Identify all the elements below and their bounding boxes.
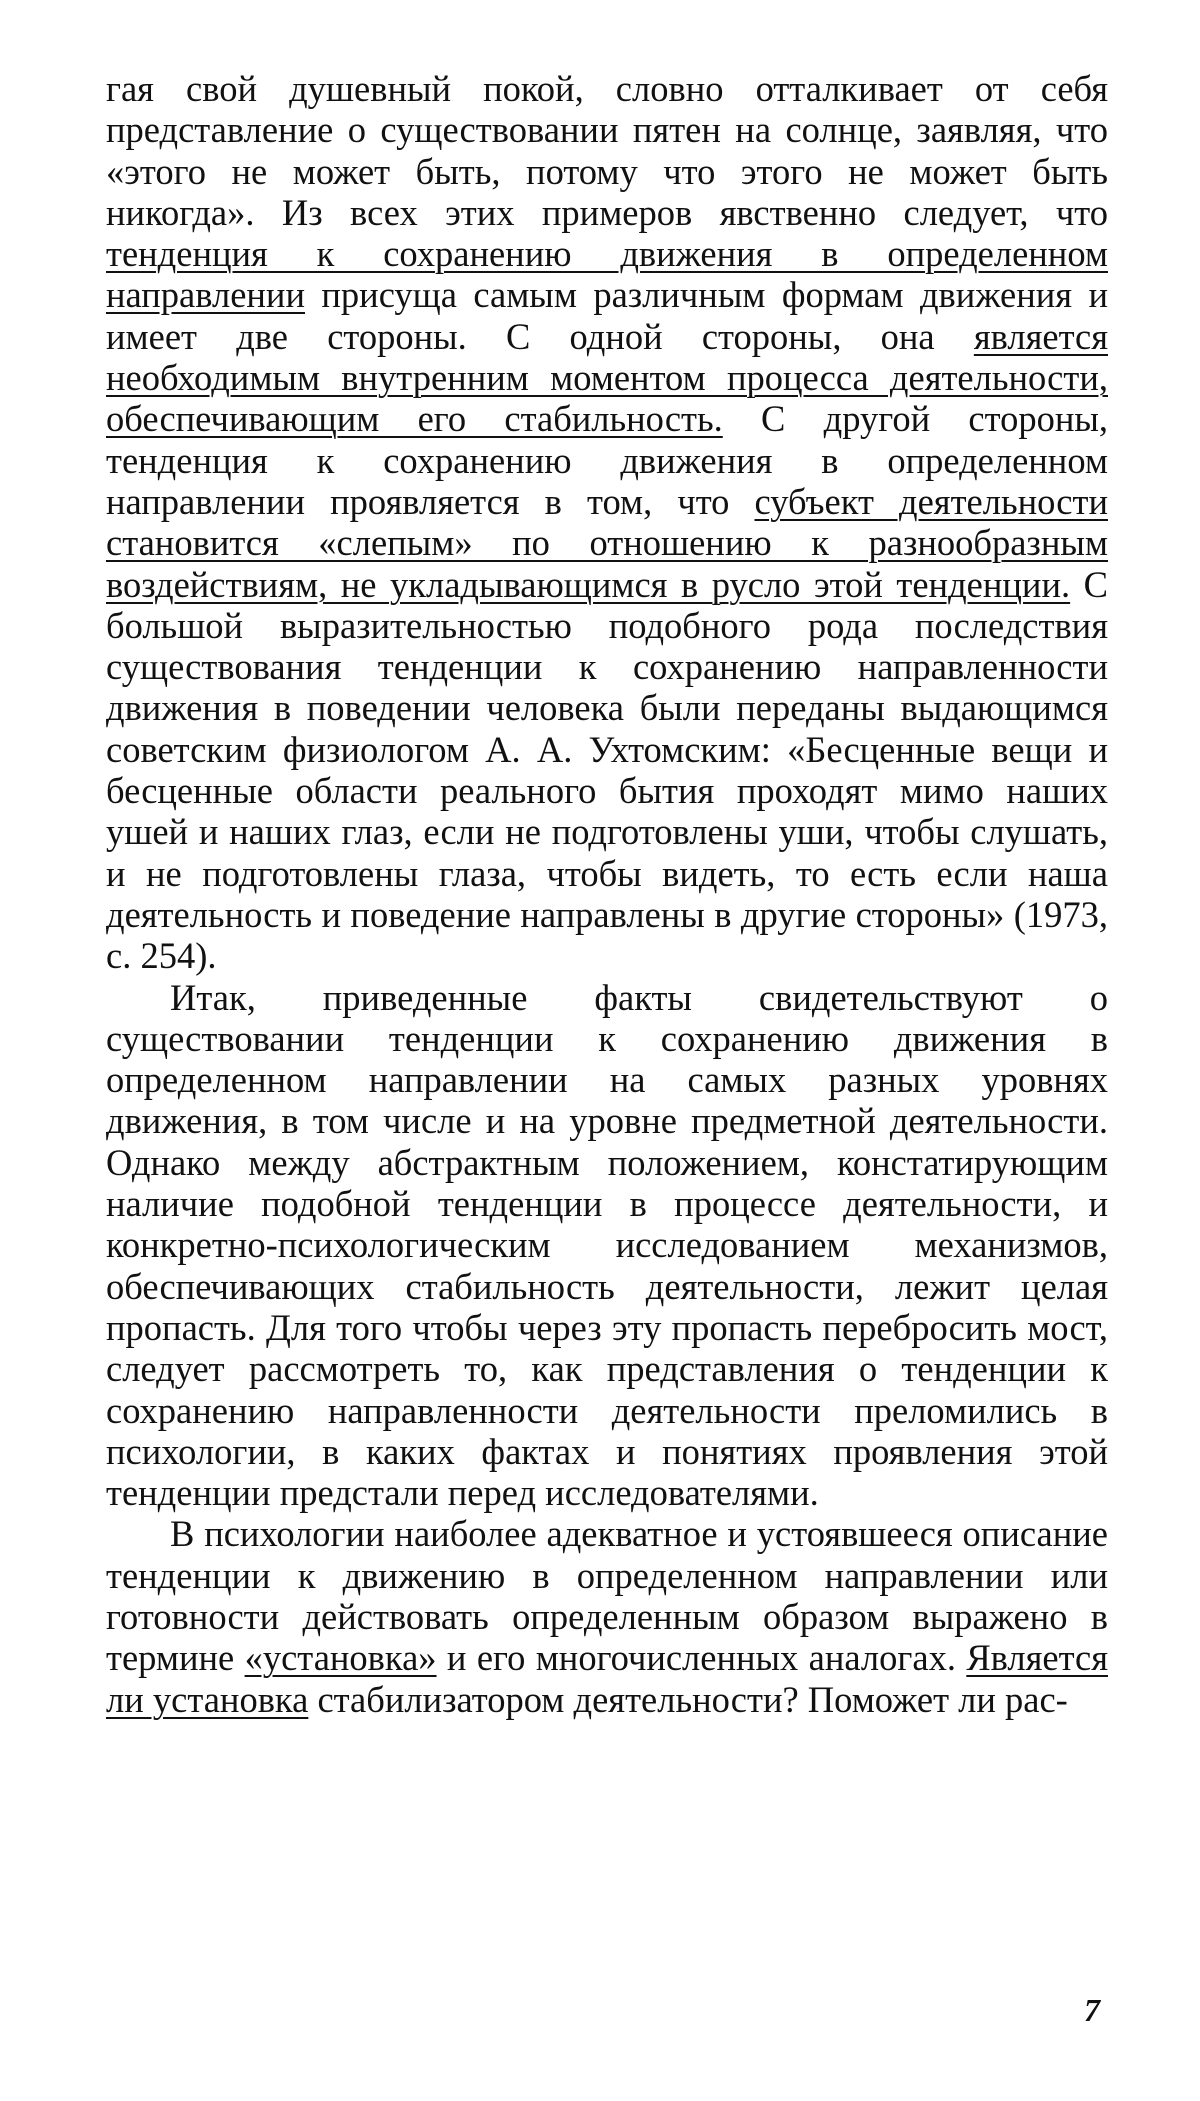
underlined-text: Является ли установка bbox=[106, 1637, 1109, 1720]
underlined-text: является необходимым внутренним моментом процесса деятельности, обеспечивающим его стабильность. bbox=[106, 315, 1108, 440]
text-segment: присуща самым различным формам движения и имеет две стороны. С одной стороны, она bbox=[106, 274, 1108, 357]
paragraph bbox=[106, 977, 1108, 1514]
text-segment: гая свой душевный покой, словно отталкивает от себя представление о существовании пятен на солнце, заявляя, что «этого не может быть, потому что этого не может быть никогда». Из всех этих примеров явственно следует, что bbox=[106, 68, 1108, 233]
paragraph bbox=[106, 68, 1108, 977]
text-segment: и его многочисленных аналогах. bbox=[436, 1637, 967, 1679]
text-segment: В психологии наиболее адекватное и устоявшееся описание тенденции к движению в определенном направлении или готовности действовать определенным образом выражено в термине bbox=[106, 1513, 1108, 1679]
text-segment: Итак, приведенные факты свидетельствуют о существовании тенденции к сохранению движения в определенном направлении на самых разных уровнях движения, в том числе и на уровне предметной деятельности. Однако между абстрактным положением, констатирующим наличие подобной тенденции в процессе деятельности, и конкретно-психологическим исследованием механизмов, обеспечивающих стабильность деятельности, лежит целая пропасть. Для того чтобы через эту пропасть перебросить мост, следует рассмотреть то, как представления о тенденции к сохранению направленности деятельности преломились в психологии, в каких фактах и понятиях проявления этой тенденции предстали перед исследователями. bbox=[106, 976, 1108, 1514]
book-page-text bbox=[106, 68, 1108, 1720]
underlined-text: «установка» bbox=[244, 1637, 437, 1679]
text-segment: стабилизатором деятельности? Поможет ли рас- bbox=[308, 1678, 1068, 1720]
underlined-text: тенденция к сохранению движения в определенном направлении bbox=[106, 233, 1108, 316]
underlined-text: субъект деятельности становится «слепым» по отношению к разнообразным воздействиям, не укладывающимся в русло этой тенденции. bbox=[106, 480, 1108, 605]
page-number: 7 bbox=[1084, 1992, 1100, 2028]
paragraph bbox=[106, 1513, 1108, 1719]
text-segment: С другой стороны, тенденция к сохранению движения в определенном направлении проявляется в том, что bbox=[106, 398, 1108, 522]
text-segment: С большой выразительностью подобного рода последствия существования тенденции к сохранению направленности движения в поведении человека были переданы выдающимся советским физиологом А. А. Ухтомским: «Бесценные вещи и бесценные области реального бытия проходят мимо наших ушей и наших глаз, если не подготовлены уши, чтобы слушать, и не подготовлены глаза, чтобы видеть, то есть если наша деятельность и поведение направлены в другие стороны» (1973, с. 254). bbox=[106, 563, 1108, 977]
